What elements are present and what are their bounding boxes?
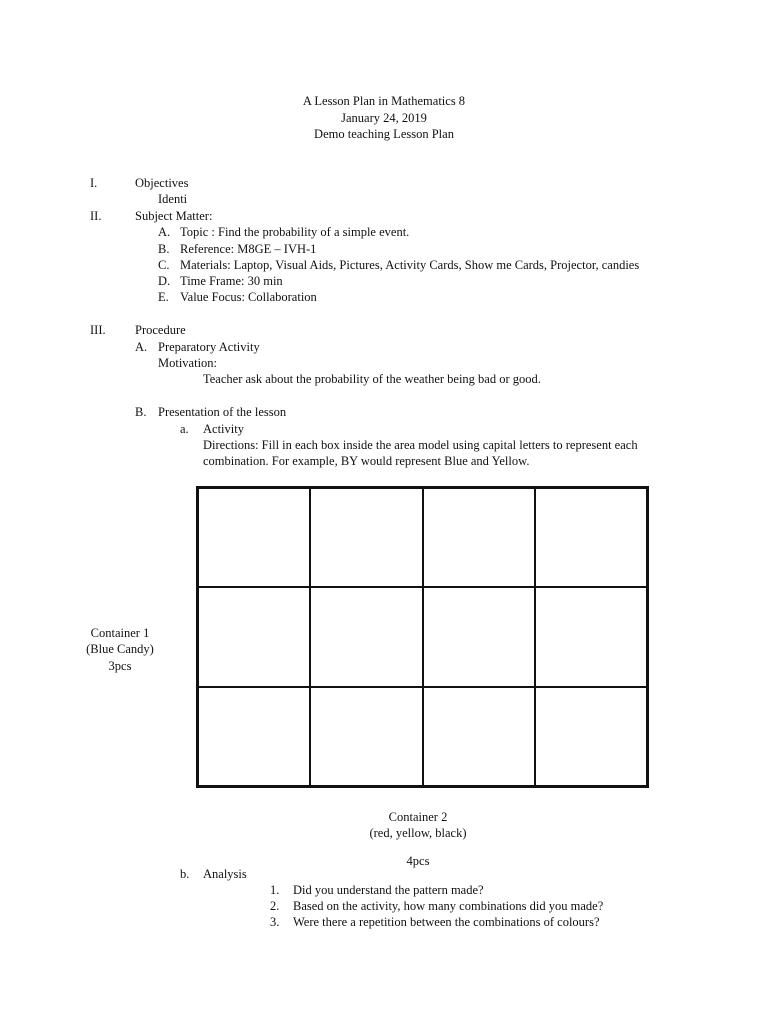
question-text: Did you understand the pattern made? xyxy=(293,883,484,897)
area-model-cell xyxy=(198,587,310,686)
subject-item-marker: D. xyxy=(158,274,171,288)
question-text: Were there a repetition between the combinations of colours? xyxy=(293,915,600,929)
activity-marker: a. xyxy=(180,422,189,436)
document-title: A Lesson Plan in Mathematics 8 xyxy=(302,94,466,108)
question-marker: 3. xyxy=(270,915,280,929)
area-model-cell xyxy=(423,587,535,686)
container2-name: Container 2 xyxy=(388,810,448,824)
preparatory-marker: A. xyxy=(135,340,148,354)
subject-item-topic: Topic : Find the probability of a simple event. xyxy=(180,225,410,239)
objectives-heading: Objectives xyxy=(135,176,189,190)
question-marker: 1. xyxy=(270,883,280,897)
subject-item-marker: E. xyxy=(158,290,169,304)
area-model-cell xyxy=(198,488,310,587)
area-model-cell xyxy=(535,587,647,686)
presentation-heading: Presentation of the lesson xyxy=(158,405,287,419)
area-model-cell xyxy=(310,687,422,786)
area-model-cell xyxy=(423,687,535,786)
preparatory-heading: Preparatory Activity xyxy=(158,340,260,354)
subject-item-reference: Reference: M8GE – IVH-1 xyxy=(180,242,317,256)
subject-matter-heading: Subject Matter: xyxy=(135,209,213,223)
objectives-text: Identi xyxy=(158,192,188,206)
container2-detail: (red, yellow, black) xyxy=(369,826,467,840)
subject-item-marker: B. xyxy=(158,242,170,256)
area-model-cell xyxy=(535,488,647,587)
motivation-label: Motivation: xyxy=(158,356,218,370)
question-text: Based on the activity, how many combinations did you made? xyxy=(293,899,604,913)
activity-heading: Activity xyxy=(203,422,244,436)
subject-item-marker: A. xyxy=(158,225,171,239)
document-date: January 24, 2019 xyxy=(341,111,427,125)
subject-matter-numeral: II. xyxy=(90,209,102,223)
area-model-cell xyxy=(310,587,422,686)
subject-item-materials: Materials: Laptop, Visual Aids, Pictures, Activity Cards, Show me Cards, Projector, candies xyxy=(180,258,640,272)
activity-directions-line2: combination. For example, BY would represent Blue and Yellow. xyxy=(203,454,530,468)
area-model-cell xyxy=(310,488,422,587)
area-model-cell xyxy=(535,687,647,786)
subject-item-value-focus: Value Focus: Collaboration xyxy=(180,290,317,304)
objectives-numeral: I. xyxy=(90,176,98,190)
presentation-marker: B. xyxy=(135,405,147,419)
area-model-grid xyxy=(196,486,649,788)
area-model-cell xyxy=(198,687,310,786)
procedure-heading: Procedure xyxy=(135,323,186,337)
motivation-text: Teacher ask about the probability of the weather being bad or good. xyxy=(203,372,541,386)
question-marker: 2. xyxy=(270,899,280,913)
document-subtitle: Demo teaching Lesson Plan xyxy=(314,127,454,141)
analysis-heading: Analysis xyxy=(203,867,247,881)
container2-count: 4pcs xyxy=(406,854,430,868)
activity-directions-line1: Directions: Fill in each box inside the area model using capital letters to represent each xyxy=(203,438,638,452)
procedure-numeral: III. xyxy=(90,323,106,337)
area-model-cell xyxy=(423,488,535,587)
analysis-marker: b. xyxy=(180,867,190,881)
subject-item-time-frame: Time Frame: 30 min xyxy=(180,274,283,288)
subject-item-marker: C. xyxy=(158,258,170,272)
container1-count: 3pcs xyxy=(108,659,132,673)
container1-detail: (Blue Candy) xyxy=(86,642,154,656)
container1-name: Container 1 xyxy=(90,626,150,640)
